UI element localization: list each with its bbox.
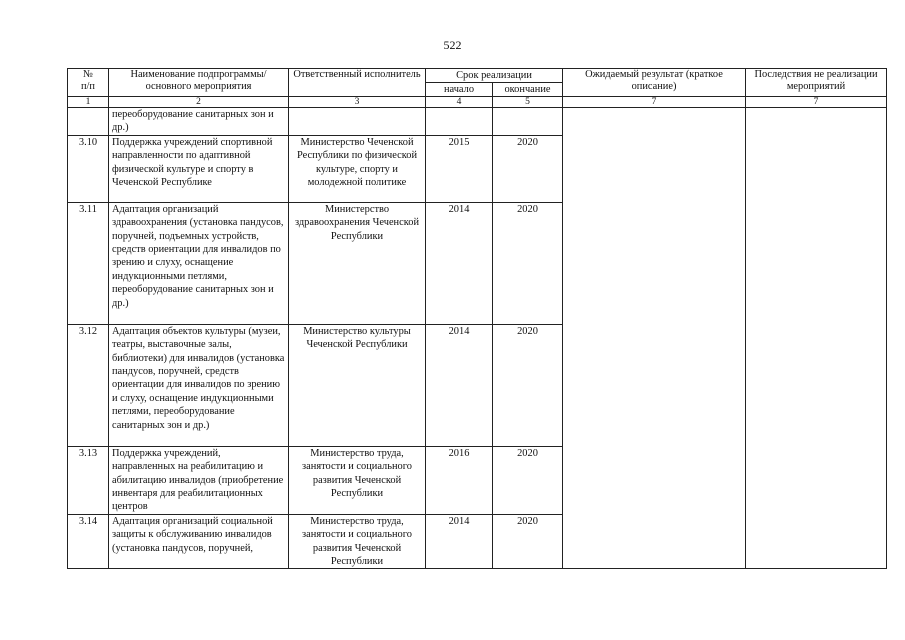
row-number: 3.11 [68, 202, 109, 324]
row-number: 3.12 [68, 324, 109, 446]
header-number: № п/п [68, 69, 109, 97]
row-number: 3.13 [68, 446, 109, 514]
row-name: Адаптация организаций здравоохранения (установка пандусов, поручней, подъемных устройств, средств ориентации для инвалидов по зрению и слуху, оснащение индукционными петлями, переоборудование санитарных зон и др.) [109, 202, 289, 324]
header-end: окончание [493, 83, 563, 97]
header-result: Ожидаемый результат (краткое описание) [563, 69, 746, 97]
col-number: 4 [426, 97, 493, 108]
row-number: 3.14 [68, 514, 109, 569]
row-executor: Министерство здравоохранения Чеченской Республики [289, 202, 426, 324]
row-start [426, 108, 493, 136]
row-name: Поддержка учреждений спортивной направленности по адаптивной физической культуре и спорту в Чеченской Республике [109, 135, 289, 202]
header-period: Срок реализации [426, 69, 563, 83]
row-end: 2020 [493, 135, 563, 202]
page-number: 522 [443, 38, 462, 52]
row-executor: Министерство Чеченской Республики по физической культуре, спорту и молодежной политике [289, 135, 426, 202]
row-consequence [746, 108, 887, 569]
table-row [68, 108, 887, 136]
col-number: 5 [493, 97, 563, 108]
row-result [563, 108, 746, 569]
row-start: 2015 [426, 135, 493, 202]
row-executor [289, 108, 426, 136]
header-name: Наименование подпрограммы/ основного мероприятия [109, 69, 289, 97]
row-number: 3.10 [68, 135, 109, 202]
header-consequence: Последствия не реализации мероприятий [746, 69, 887, 97]
row-start: 2014 [426, 202, 493, 324]
row-number [68, 108, 109, 136]
row-executor: Министерство труда, занятости и социального развития Чеченской Республики [289, 514, 426, 569]
col-number: 7 [746, 97, 887, 108]
row-end: 2020 [493, 514, 563, 569]
row-name: Адаптация организаций социальной защиты к обслуживанию инвалидов (установка пандусов, поручней, [109, 514, 289, 569]
row-name: Адаптация объектов культуры (музеи, театры, выставочные залы, библиотеки) для инвалидов (установка пандусов, поручней, средств ориентации для инвалидов по зрению и слуху, оснащение индукционными петлями, переоборудование санитарных зон и др.) [109, 324, 289, 446]
row-executor: Министерство труда, занятости и социального развития Чеченской Республики [289, 446, 426, 514]
col-number: 7 [563, 97, 746, 108]
row-end: 2020 [493, 324, 563, 446]
col-number: 3 [289, 97, 426, 108]
row-end: 2020 [493, 446, 563, 514]
row-end [493, 108, 563, 136]
row-start: 2014 [426, 514, 493, 569]
col-number: 1 [68, 97, 109, 108]
measures-table [67, 68, 887, 569]
row-name: переоборудование санитарных зон и др.) [109, 108, 289, 136]
row-start: 2014 [426, 324, 493, 446]
row-executor: Министерство культуры Чеченской Республики [289, 324, 426, 446]
row-name: Поддержка учреждений, направленных на реабилитацию и абилитацию инвалидов (приобретение инвентаря для реабилитационных центров [109, 446, 289, 514]
header-executor: Ответственный исполнитель [289, 69, 426, 97]
col-number: 2 [109, 97, 289, 108]
header-start: начало [426, 83, 493, 97]
row-start: 2016 [426, 446, 493, 514]
row-end: 2020 [493, 202, 563, 324]
